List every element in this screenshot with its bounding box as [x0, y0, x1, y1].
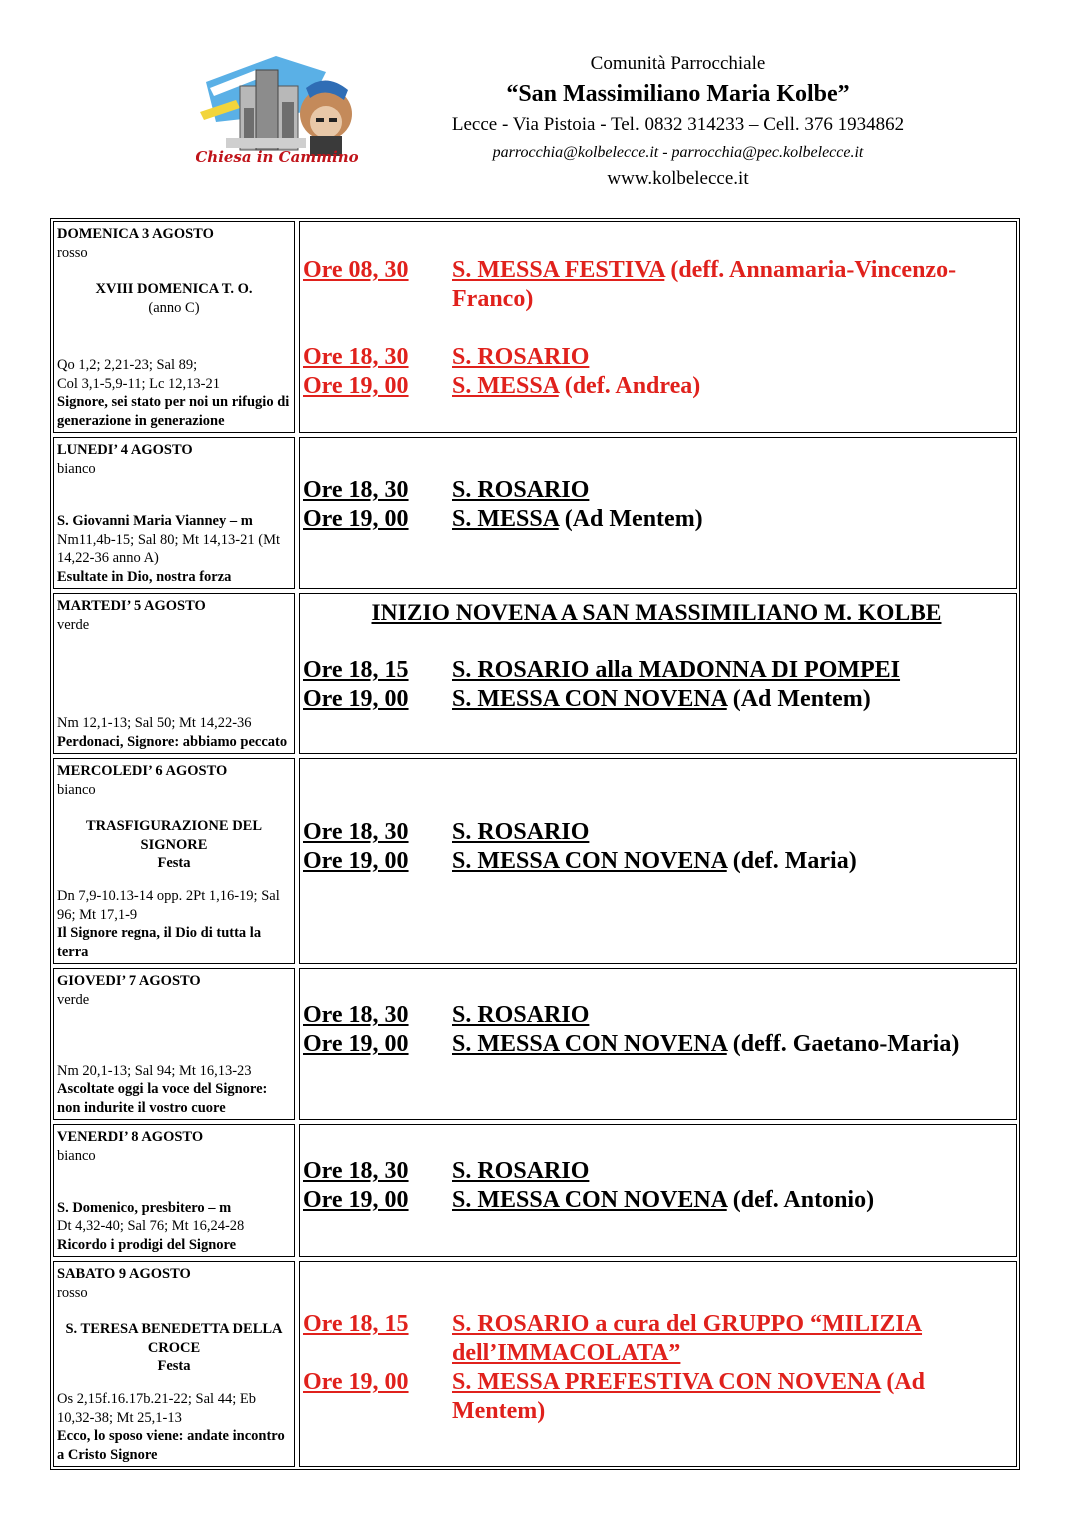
celebration-title: S. ROSARIO — [452, 1158, 590, 1184]
celebration-title: S. ROSARIO — [452, 819, 590, 845]
celebrations-cell — [299, 968, 1017, 1120]
celebration-intention: (Ad Mentem) — [726, 686, 871, 712]
liturgical-info-cell — [53, 758, 295, 964]
schedule-row-day-3 — [51, 591, 1019, 756]
celebration-time: Ore 18, 30 — [303, 819, 409, 845]
day-label: MERCOLEDI’ 6 AGOSTO — [57, 763, 228, 779]
header-parish-name: “San Massimiliano Maria Kolbe” — [506, 81, 850, 107]
memorial-title: S. Domenico, presbitero – m — [57, 1199, 232, 1216]
celebration-entry — [303, 1368, 1010, 1426]
celebration-intention: (def. Maria) — [726, 848, 857, 874]
header-emails[interactable]: parrocchia@kolbelecce.it - parrocchia@pec.kolbelecce.it — [492, 144, 864, 161]
feast-subtitle: Festa — [157, 1358, 191, 1374]
schedule-row-day-4 — [51, 756, 1019, 966]
celebration-intention: (Ad Mentem) — [452, 1369, 926, 1424]
celebration-time: Ore 18, 30 — [303, 1002, 409, 1028]
celebration-title: S. ROSARIO — [452, 1002, 590, 1028]
liturgical-color: verde — [57, 616, 90, 633]
celebration-time: Ore 19, 00 — [303, 1031, 409, 1057]
readings-2: Col 3,1-5,9-11; Lc 12,13-21 — [57, 375, 220, 392]
celebration-intention: (def. Antonio) — [726, 1187, 875, 1213]
feast-title: XVIII DOMENICA T. O. — [95, 281, 253, 297]
celebration-title: S. ROSARIO — [452, 344, 590, 370]
parish-logo — [196, 52, 358, 174]
celebration-entry — [303, 1030, 1010, 1059]
schedule-row-day-7 — [51, 1259, 1019, 1469]
celebration-intention: (Ad Mentem) — [558, 506, 703, 532]
psalm-antiphon: Signore, sei stato per noi un rifugio di generazione in generazione — [57, 394, 290, 429]
weekly-schedule-table — [50, 218, 1020, 1470]
celebration-title: S. MESSA — [452, 506, 559, 532]
header-address: Lecce - Via Pistoia - Tel. 0832 314233 – Cell. 376 1934862 — [451, 114, 905, 135]
celebration-entry — [303, 656, 1010, 685]
psalm-antiphon: Ascoltate oggi la voce del Signore: non indurite il vostro cuore — [57, 1081, 268, 1116]
celebration-title: S. ROSARIO a cura del GRUPPO “MILIZIA dell’IMMACOLATA” — [452, 1311, 923, 1366]
liturgical-info-cell — [53, 437, 295, 589]
celebration-title: S. ROSARIO alla MADONNA DI POMPEI — [452, 657, 901, 683]
celebration-entry — [303, 256, 1010, 314]
celebration-entry — [303, 343, 1010, 372]
liturgical-info-cell — [53, 968, 295, 1120]
schedule-row-day-6 — [51, 1122, 1019, 1259]
readings: Os 2,15f.16.17b.21-22; Sal 44; Eb 10,32-38; Mt 25,1-13 — [57, 1391, 256, 1426]
celebration-entry — [303, 1001, 1010, 1030]
day-label: GIOVEDI’ 7 AGOSTO — [57, 973, 201, 989]
celebration-entry — [303, 505, 1010, 534]
liturgical-color: rosso — [57, 1284, 88, 1301]
celebrations-cell — [299, 758, 1017, 964]
celebration-intention: (deff. Annamaria-Vincenzo-Franco) — [452, 257, 957, 312]
celebration-title: S. ROSARIO — [452, 477, 590, 503]
liturgical-color: bianco — [57, 460, 96, 477]
day-label: VENERDI’ 8 AGOSTO — [57, 1129, 204, 1145]
celebration-title: S. MESSA FESTIVA — [452, 257, 665, 283]
celebration-title: S. MESSA CON NOVENA — [452, 1187, 727, 1213]
feast-subtitle: Festa — [157, 855, 191, 871]
readings: Nm11,4b-15; Sal 80; Mt 14,13-21 (Mt 14,22-36 anno A) — [57, 531, 281, 566]
liturgical-color: bianco — [57, 781, 96, 798]
celebration-intention: (deff. Gaetano-Maria) — [726, 1031, 960, 1057]
celebration-title: S. MESSA PREFESTIVA CON NOVENA — [452, 1369, 881, 1395]
celebration-time: Ore 19, 00 — [303, 1369, 409, 1395]
celebrations-cell — [299, 593, 1017, 754]
celebration-entry — [303, 372, 1010, 401]
psalm-antiphon: Esultate in Dio, nostra forza — [57, 568, 232, 585]
celebrations-cell — [299, 1261, 1017, 1467]
celebration-time: Ore 19, 00 — [303, 1187, 409, 1213]
celebration-title: S. MESSA — [452, 373, 559, 399]
novena-banner: INIZIO NOVENA A SAN MASSIMILIANO M. KOLBE — [371, 600, 942, 626]
day-label: MARTEDI’ 5 AGOSTO — [57, 598, 206, 614]
psalm-antiphon: Ricordo i prodigi del Signore — [57, 1236, 237, 1253]
schedule-row-day-5 — [51, 966, 1019, 1122]
day-label: SABATO 9 AGOSTO — [57, 1266, 191, 1282]
celebration-time: Ore 18, 30 — [303, 344, 409, 370]
feast-title: S. TERESA BENEDETTA DELLA CROCE — [65, 1321, 283, 1356]
celebrations-cell — [299, 221, 1017, 433]
celebration-entry — [303, 1310, 1010, 1368]
readings: Nm 20,1-13; Sal 94; Mt 16,13-23 — [57, 1062, 252, 1079]
celebration-time: Ore 18, 15 — [303, 657, 409, 683]
celebration-time: Ore 18, 15 — [303, 1311, 409, 1337]
schedule-row-day-2 — [51, 435, 1019, 591]
logo-text: Chiesa in Cammino — [196, 148, 358, 166]
liturgical-color: verde — [57, 991, 90, 1008]
liturgical-color: bianco — [57, 1147, 96, 1164]
parish-header — [400, 50, 956, 192]
celebration-title: S. MESSA CON NOVENA — [452, 686, 727, 712]
celebration-title: S. MESSA CON NOVENA — [452, 848, 727, 874]
readings: Nm 12,1-13; Sal 50; Mt 14,22-36 — [57, 715, 252, 731]
celebration-entry — [303, 476, 1010, 505]
day-label: DOMENICA 3 AGOSTO — [57, 226, 214, 242]
psalm-antiphon: Perdonaci, Signore: abbiamo peccato — [57, 733, 288, 750]
celebrations-cell — [299, 437, 1017, 589]
feast-subtitle: (anno C) — [148, 299, 200, 316]
liturgical-info-cell — [53, 1124, 295, 1257]
celebration-time: Ore 19, 00 — [303, 373, 409, 399]
celebrations-cell — [299, 1124, 1017, 1257]
celebration-entry — [303, 847, 1010, 876]
readings: Dn 7,9-10.13-14 opp. 2Pt 1,16-19; Sal 96; Mt 17,1-9 — [57, 888, 280, 923]
psalm-antiphon: Ecco, lo sposo viene: andate incontro a Cristo Signore — [57, 1428, 285, 1463]
schedule-row-day-1 — [51, 219, 1019, 435]
celebration-time: Ore 19, 00 — [303, 848, 409, 874]
celebration-entry — [303, 818, 1010, 847]
celebration-intention: (def. Andrea) — [558, 373, 701, 399]
readings: Dt 4,32-40; Sal 76; Mt 16,24-28 — [57, 1218, 245, 1234]
celebration-entry — [303, 685, 1010, 714]
liturgical-info-cell — [53, 593, 295, 754]
readings: Qo 1,2; 2,21-23; Sal 89; — [57, 357, 198, 373]
header-community: Comunità Parrocchiale — [590, 53, 766, 74]
liturgical-info-cell — [53, 221, 295, 433]
header-website[interactable]: www.kolbelecce.it — [607, 168, 749, 189]
liturgical-color: rosso — [57, 244, 88, 261]
celebration-entry — [303, 1186, 1010, 1215]
celebration-time: Ore 19, 00 — [303, 686, 409, 712]
celebration-time: Ore 18, 30 — [303, 1158, 409, 1184]
feast-title: TRASFIGURAZIONE DEL SIGNORE — [85, 818, 263, 853]
memorial-title: S. Giovanni Maria Vianney – m — [57, 513, 253, 529]
celebration-time: Ore 08, 30 — [303, 257, 409, 283]
day-label: LUNEDI’ 4 AGOSTO — [57, 442, 193, 458]
liturgical-info-cell — [53, 1261, 295, 1467]
celebration-entry — [303, 1157, 1010, 1186]
celebration-time: Ore 19, 00 — [303, 506, 409, 532]
psalm-antiphon: Il Signore regna, il Dio di tutta la terra — [57, 925, 262, 960]
celebration-time: Ore 18, 30 — [303, 477, 409, 503]
celebration-title: S. MESSA CON NOVENA — [452, 1031, 727, 1057]
